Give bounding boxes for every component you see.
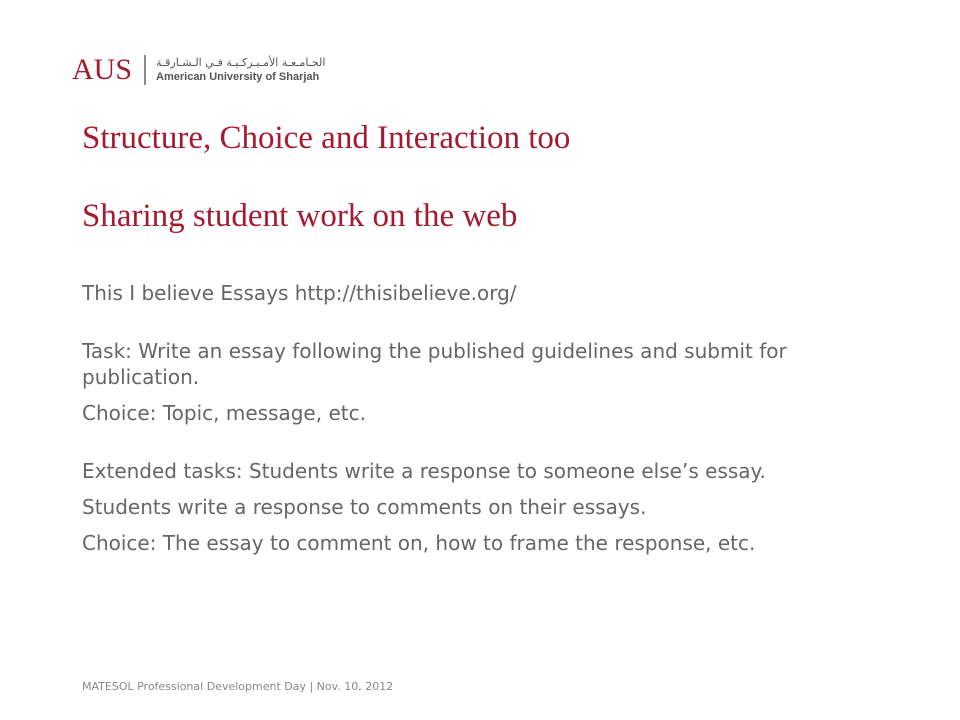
paragraph-extended-tasks: Extended tasks: Students write a response to someone else’s essay. <box>82 459 766 483</box>
paragraph-response-comments: Students write a response to comments on their essays. <box>82 495 647 519</box>
slide-footer: MATESOL Professional Development Day | Nov. 10, 2012 <box>82 680 394 693</box>
paragraph-task: Task: Write an essay following the published guidelines and submit for publication. <box>82 339 787 389</box>
logo-english-name: American University of Sharjah <box>156 71 320 83</box>
logo-mark: AUS <box>72 53 133 86</box>
aus-logo <box>72 50 325 90</box>
logo-divider <box>144 55 146 85</box>
logo-text <box>156 56 325 84</box>
paragraph-choice-topic: Choice: Topic, message, etc. <box>82 401 366 425</box>
paragraph-choice-essay: Choice: The essay to comment on, how to frame the response, etc. <box>82 531 756 555</box>
paragraph-essays-link: This I believe Essays http://thisibelieve.org/ <box>82 281 517 305</box>
slide-subtitle: Sharing student work on the web <box>82 198 518 234</box>
logo-arabic-name: الجـامـعـة الأمـيـركـيـة فـي الـشـارقـة <box>156 56 326 69</box>
slide-title: Structure, Choice and Interaction too <box>82 120 571 156</box>
slide-body <box>82 280 842 556</box>
